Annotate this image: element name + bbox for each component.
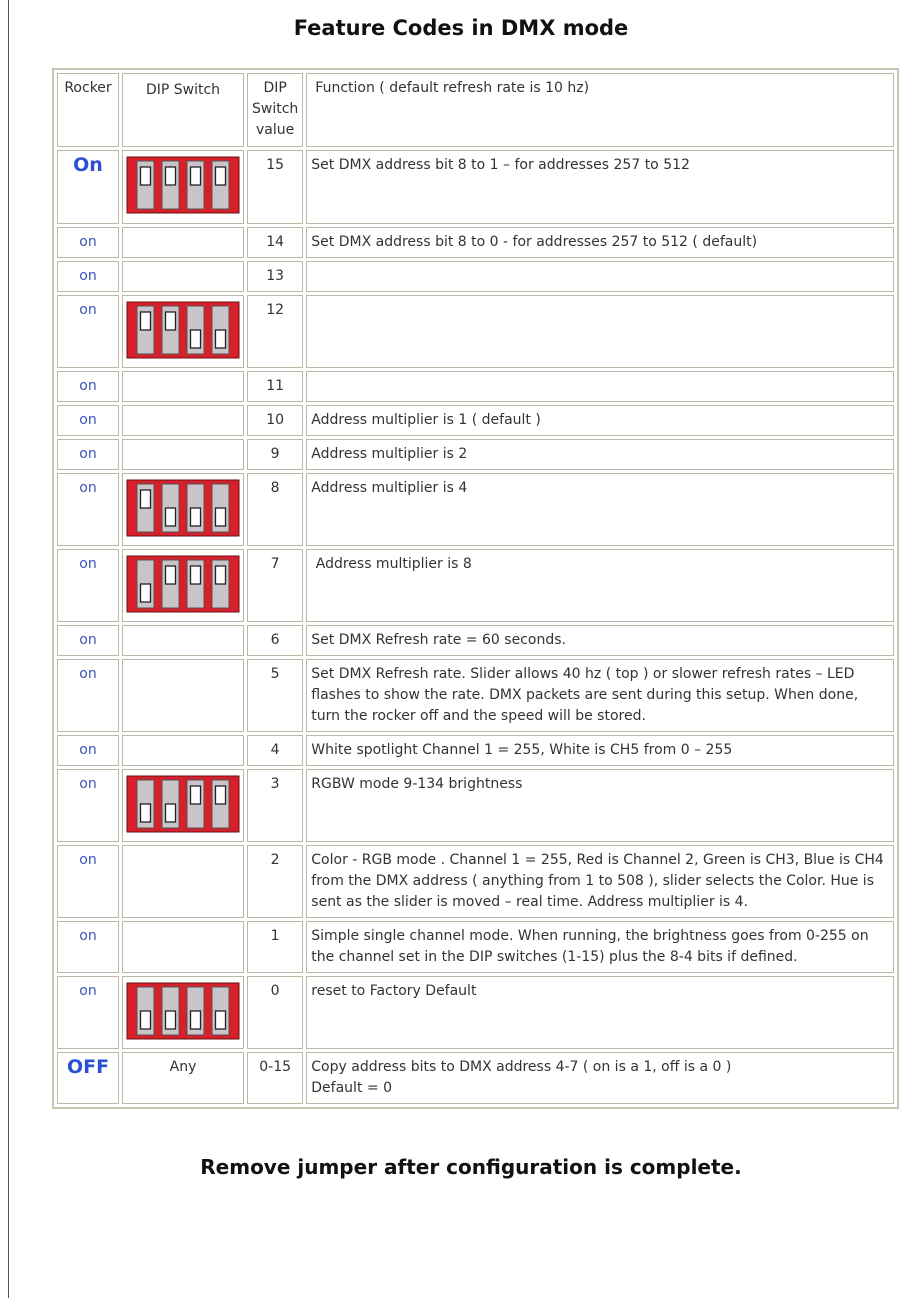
rocker-state: on (79, 412, 97, 428)
table-row (57, 473, 894, 546)
dip-switch-cell (122, 769, 244, 842)
rocker-cell (57, 295, 119, 368)
rocker-state: on (79, 302, 97, 318)
dip-switch-cell (122, 227, 244, 258)
dip-switch-graphic (125, 981, 241, 1041)
dip-value-cell: 12 (247, 295, 303, 368)
rocker-state: OFF (66, 1056, 110, 1078)
dip-switch-cell (122, 473, 244, 546)
dip-value-cell: 7 (247, 549, 303, 622)
dip-switch-knob (216, 786, 226, 804)
table-row (57, 625, 894, 656)
rocker-state: On (73, 154, 103, 176)
dip-switch-knob (166, 1011, 176, 1029)
function-cell: Set DMX address bit 8 to 0 - for addresses 257 to 512 ( default) (306, 227, 894, 258)
dip-value-cell: 6 (247, 625, 303, 656)
rocker-state: on (79, 480, 97, 496)
rocker-state: on (79, 666, 97, 682)
dip-switch-cell: Any (122, 1052, 244, 1104)
table-row (57, 371, 894, 402)
dip-value-cell: 15 (247, 150, 303, 224)
function-cell: Address multiplier is 8 (306, 549, 894, 622)
table-row (57, 439, 894, 470)
table-row (57, 735, 894, 766)
footer-note: Remove jumper after configuration is complete. (200, 1155, 742, 1179)
dip-switch-graphic (125, 554, 241, 614)
dip-switch-cell (122, 371, 244, 402)
dip-value-cell: 11 (247, 371, 303, 402)
dip-value-cell: 10 (247, 405, 303, 436)
dip-switch-knob (141, 804, 151, 822)
rocker-cell (57, 735, 119, 766)
dip-switch-knob (216, 566, 226, 584)
dip-switch-cell (122, 439, 244, 470)
function-cell: Address multiplier is 4 (306, 473, 894, 546)
dip-switch-knob (191, 330, 201, 348)
rocker-cell (57, 150, 119, 224)
dip-switch-graphic (125, 774, 241, 834)
rocker-state: on (79, 234, 97, 250)
dip-switch-cell (122, 976, 244, 1049)
rocker-state: on (79, 378, 97, 394)
dip-value-cell: 8 (247, 473, 303, 546)
rocker-cell (57, 921, 119, 973)
rocker-state: on (79, 268, 97, 284)
function-cell: Copy address bits to DMX address 4-7 ( on is a 1, off is a 0 ) Default = 0 (306, 1052, 894, 1104)
dip-switch-cell (122, 405, 244, 436)
rocker-state: on (79, 632, 97, 648)
table-row (57, 227, 894, 258)
dip-value-cell: 4 (247, 735, 303, 766)
dip-switch-cell (122, 735, 244, 766)
rocker-cell (57, 625, 119, 656)
table-row (57, 1052, 894, 1104)
table-row (57, 659, 894, 732)
dip-switch-graphic (125, 300, 241, 360)
rocker-state: on (79, 928, 97, 944)
rocker-cell (57, 659, 119, 732)
dip-switch-knob (166, 804, 176, 822)
function-cell: Set DMX Refresh rate = 60 seconds. (306, 625, 894, 656)
dip-value-cell: 14 (247, 227, 303, 258)
dip-switch-knob (141, 490, 151, 508)
table-row (57, 976, 894, 1049)
page-title: Feature Codes in DMX mode (293, 16, 629, 40)
function-cell: White spotlight Channel 1 = 255, White is CH5 from 0 – 255 (306, 735, 894, 766)
rocker-state: on (79, 556, 97, 572)
dip-value-cell: 1 (247, 921, 303, 973)
rocker-state: on (79, 852, 97, 868)
table-row (57, 845, 894, 918)
function-cell: RGBW mode 9-134 brightness (306, 769, 894, 842)
dip-switch-cell (122, 659, 244, 732)
dip-switch-cell (122, 549, 244, 622)
feature-table-frame (52, 68, 899, 1109)
dip-switch-knob (216, 508, 226, 526)
rocker-state: on (79, 446, 97, 462)
rocker-cell (57, 261, 119, 292)
dip-value-cell: 5 (247, 659, 303, 732)
dip-switch-cell (122, 625, 244, 656)
dip-switch-knob (141, 1011, 151, 1029)
function-cell (306, 295, 894, 368)
dip-value-cell: 13 (247, 261, 303, 292)
dip-switch-knob (216, 1011, 226, 1029)
dip-value-cell: 0-15 (247, 1052, 303, 1104)
header-dip-value: DIP Switch value (247, 73, 303, 147)
dip-switch-knob (166, 566, 176, 584)
dip-switch-cell (122, 845, 244, 918)
dip-switch-cell (122, 150, 244, 224)
dip-switch-knob (191, 566, 201, 584)
dip-switch-knob (166, 508, 176, 526)
table-row (57, 549, 894, 622)
rocker-state: on (79, 776, 97, 792)
header-rocker: Rocker (57, 73, 119, 147)
dip-switch-cell (122, 921, 244, 973)
function-cell: reset to Factory Default (306, 976, 894, 1049)
rocker-cell (57, 1052, 119, 1104)
table-row (57, 150, 894, 224)
function-cell: Color - RGB mode . Channel 1 = 255, Red is Channel 2, Green is CH3, Blue is CH4 from the DMX address ( anything from 1 to 508 ), slider selects the Color. Hue is sent as the slider is moved – real time. Address multiplier is 4. (306, 845, 894, 918)
feature-codes-table (54, 70, 897, 1107)
function-cell: Set DMX Refresh rate. Slider allows 40 hz ( top ) or slower refresh rates – LED flashes to show the rate. DMX packets are sent during this setup. When done, turn the rocker off and the speed will be stored. (306, 659, 894, 732)
rocker-state: on (79, 983, 97, 999)
function-cell: Set DMX address bit 8 to 1 – for addresses 257 to 512 (306, 150, 894, 224)
dip-switch-knob (191, 508, 201, 526)
dip-switch-knob (166, 167, 176, 185)
dip-switch-knob (191, 167, 201, 185)
header-function: Function ( default refresh rate is 10 hz) (306, 73, 894, 147)
dip-switch-knob (191, 1011, 201, 1029)
dip-value-cell: 9 (247, 439, 303, 470)
rocker-cell (57, 371, 119, 402)
dip-switch-knob (191, 786, 201, 804)
dip-switch-knob (141, 167, 151, 185)
dip-switch-knob (216, 167, 226, 185)
function-cell (306, 261, 894, 292)
dip-switch-graphic (125, 155, 241, 215)
rocker-cell (57, 227, 119, 258)
function-cell: Address multiplier is 1 ( default ) (306, 405, 894, 436)
dip-switch-graphic (125, 478, 241, 538)
rocker-cell (57, 976, 119, 1049)
dip-switch-knob (166, 312, 176, 330)
dip-value-cell: 2 (247, 845, 303, 918)
table-row (57, 261, 894, 292)
rocker-cell (57, 845, 119, 918)
table-row (57, 295, 894, 368)
dip-value-cell: 0 (247, 976, 303, 1049)
rocker-cell (57, 549, 119, 622)
rocker-cell (57, 405, 119, 436)
function-cell (306, 371, 894, 402)
dip-switch-cell (122, 295, 244, 368)
table-row (57, 769, 894, 842)
rocker-state: on (79, 742, 97, 758)
rocker-cell (57, 439, 119, 470)
page-left-border (8, 0, 9, 1298)
rocker-cell (57, 769, 119, 842)
function-cell: Address multiplier is 2 (306, 439, 894, 470)
function-cell: Simple single channel mode. When running, the brightness goes from 0-255 on the channel set in the DIP switches (1-15) plus the 8-4 bits if defined. (306, 921, 894, 973)
dip-value-cell: 3 (247, 769, 303, 842)
table-row (57, 405, 894, 436)
dip-switch-knob (216, 330, 226, 348)
dip-switch-knob (141, 312, 151, 330)
rocker-cell (57, 473, 119, 546)
table-header-row (57, 73, 894, 147)
dip-switch-knob (141, 584, 151, 602)
dip-switch-cell (122, 261, 244, 292)
header-dip-switch: DIP Switch (122, 73, 244, 147)
table-row (57, 921, 894, 973)
